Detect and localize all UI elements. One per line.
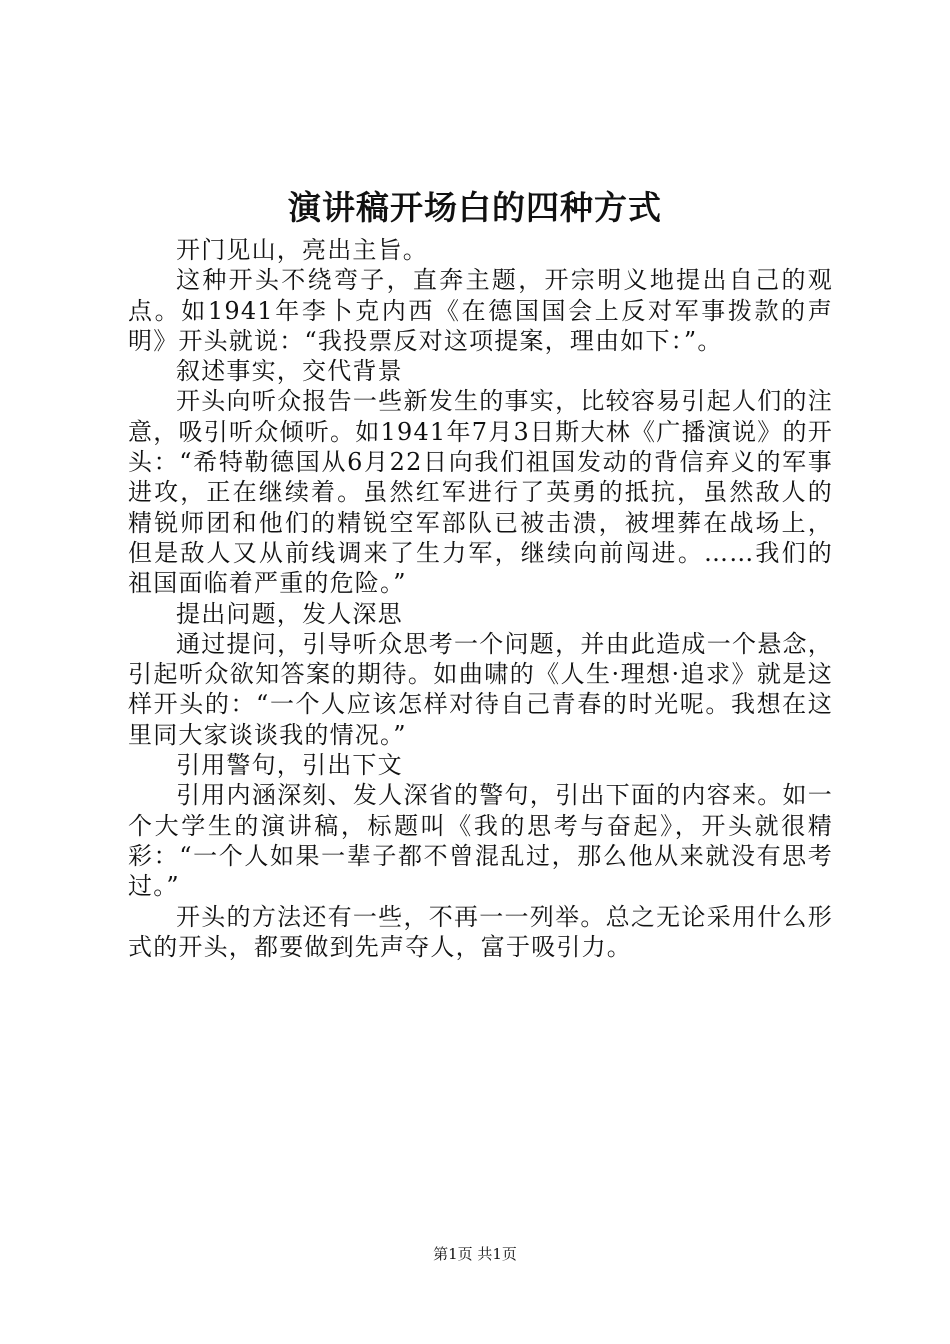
paragraph-conclusion: 开头的方法还有一些，不再一一列举。总之无论采用什么形式的开头，都要做到先声夺人，富于吸引力。 bbox=[128, 902, 833, 961]
section-heading-direct: 开门见山，亮出主旨。 bbox=[176, 236, 428, 264]
paragraph-question: 通过提问，引导听众思考一个问题，并由此造成一个悬念，引起听众欲知答案的期待。如曲啸的《人生·理想·追求》就是这样开头的：“一个人应该怎样对待自己青春的时光呢。我想在这里同大家谈谈我的情况。” bbox=[128, 629, 833, 749]
page-number: 第1页 共1页 bbox=[433, 1245, 517, 1263]
section-heading-quote: 引用警句，引出下文 bbox=[176, 751, 403, 780]
document-title: 演讲稿开场白的四种方式 bbox=[288, 188, 662, 227]
section-heading-question: 提出问题，发人深思 bbox=[176, 599, 403, 628]
paragraph-quote: 引用内涵深刻、发人深省的警句，引出下面的内容来。如一个大学生的演讲稿，标题叫《我的思考与奋起》，开头就很精彩：“一个人如果一辈子都不曾混乱过，那么他从来就没有思考过。” bbox=[128, 781, 833, 901]
paragraph-facts: 开头向听众报告一些新发生的事实，比较容易引起人们的注意，吸引听众倾听。如1941年7月3日斯大林《广播演说》的开头：“希特勒德国从6月22日向我们祖国发动的背信弃义的军事进攻，正在继续着。虽然红军进行了英勇的抵抗，虽然敌人的精锐师团和他们的精锐空军部队已被击溃，被埋葬在战场上，但是敌人又从前线调来了生力军，继续向前闯进。……我们的祖国面临着严重的危险。” bbox=[128, 387, 833, 598]
document-body bbox=[128, 235, 833, 962]
section-heading-facts: 叙述事实，交代背景 bbox=[176, 357, 403, 386]
paragraph-direct: 这种开头不绕弯子，直奔主题，开宗明义地提出自己的观点。如1941年李卜克内西《在德国国会上反对军事拨款的声明》开头就说：“我投票反对这项提案，理由如下：”。 bbox=[128, 266, 833, 355]
